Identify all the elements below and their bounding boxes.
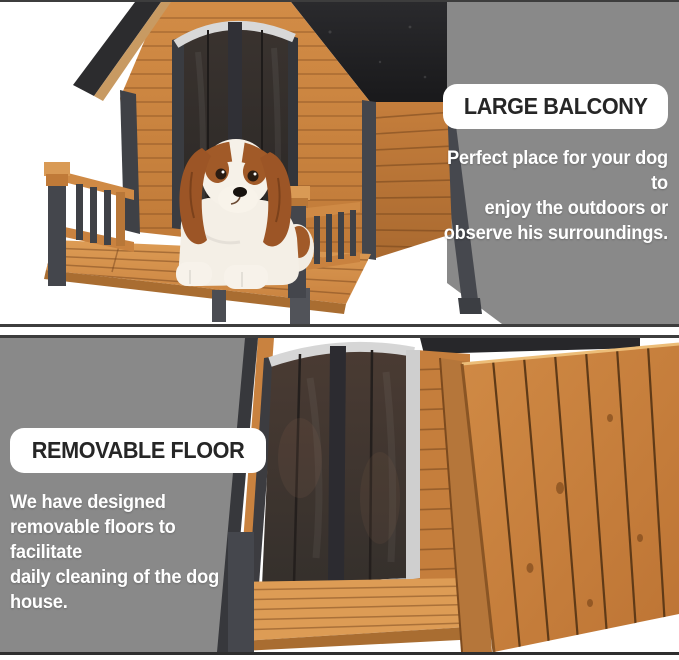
bottom-border-line — [0, 652, 679, 655]
description-line: observe his surroundings. — [443, 223, 668, 244]
description-line: Perfect place for your dog to — [446, 148, 668, 194]
dog-house — [44, 2, 482, 324]
feature-description — [438, 146, 668, 246]
floor-caption — [10, 428, 260, 615]
description-line: removable floors to facilitate — [10, 517, 176, 563]
feature-section-balcony — [0, 2, 679, 324]
description-line: daily cleaning of the dog — [10, 567, 220, 588]
feature-title-badge — [10, 428, 266, 473]
front-floor-panel — [462, 344, 679, 652]
house-leg — [212, 290, 226, 322]
balcony-caption — [428, 84, 668, 246]
feature-section-floor — [0, 338, 679, 652]
feature-description — [10, 490, 250, 615]
description-line: We have designed — [10, 492, 166, 513]
description-line: enjoy the outdoors or — [484, 198, 668, 219]
feature-title: LARGE BALCONY — [463, 93, 648, 119]
right-corner-trim — [362, 100, 376, 260]
divider-line-upper — [0, 324, 679, 327]
feature-title: REMOVABLE FLOOR — [31, 437, 245, 463]
feature-title-badge — [443, 84, 668, 129]
door-with-flap — [248, 346, 420, 600]
description-line: house. — [10, 592, 68, 613]
removable-floor-panels — [440, 344, 679, 652]
